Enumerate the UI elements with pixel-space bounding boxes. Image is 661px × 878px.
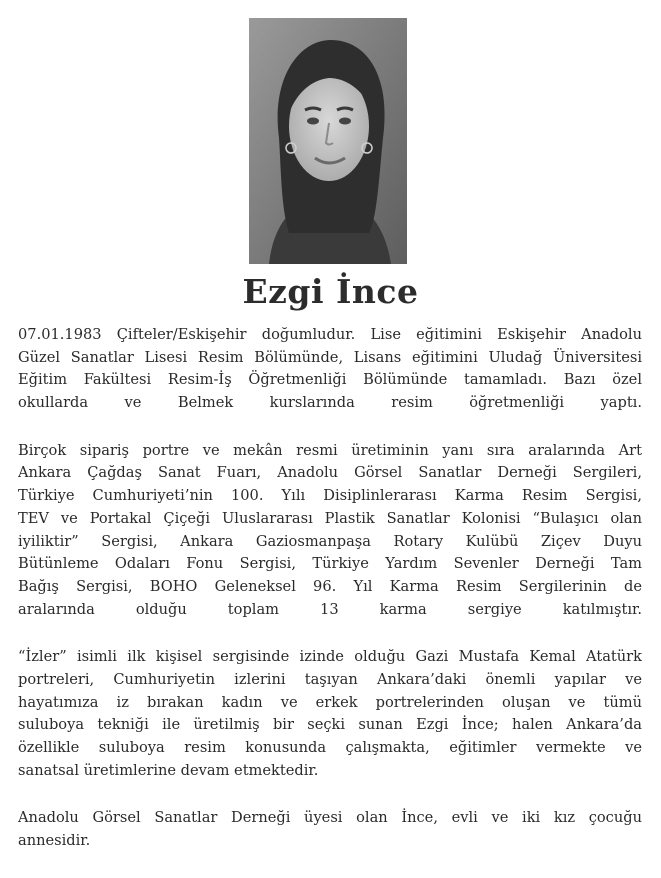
bio-line: Güzel Sanatlar Lisesi Resim Bölümünde, Lisans eğitimini Uludağ Üniversitesi bbox=[18, 348, 642, 366]
bio-line: Eğitim Fakültesi Resim-İş Öğretmenliği Bölümünde tamamladı. Bazı özel bbox=[18, 371, 642, 389]
person-name: Ezgi İnce bbox=[242, 272, 419, 311]
bio-line: suluboya tekniği ile üretilmiş bir seçki sunan Ezgi İnce; halen Ankara’da bbox=[18, 716, 642, 734]
bio-line: 07.01.1983 Çifteler/Eskişehir doğumludur. Lise eğitimini Eskişehir Anadolu bbox=[18, 326, 642, 343]
bio-line: portreleri, Cumhuriyetin izlerini taşıyan Ankara’daki önemli yapılar ve bbox=[18, 670, 642, 688]
bio-line: okullarda ve Belmek kurslarında resim öğretmenliği yaptı. bbox=[18, 394, 642, 412]
bio-paragraph-1 bbox=[18, 324, 642, 415]
portrait-photo bbox=[249, 18, 407, 264]
bio-paragraph-4 bbox=[18, 807, 642, 852]
bio-line: Bütünleme Odaları Fonu Sergisi, Türkiye Yardım Sevenler Derneği Tam bbox=[18, 555, 642, 573]
bio-line: Ankara Çağdaş Sanat Fuarı, Anadolu Görsel Sanatlar Derneği Sergileri, bbox=[18, 464, 642, 482]
bio-line: Birçok sipariş portre ve mekân resmi üretiminin yanı sıra aralarında Art bbox=[18, 441, 642, 459]
bio-line: Anadolu Görsel Sanatlar Derneği üyesi olan İnce, evli ve iki kız çocuğu bbox=[18, 809, 642, 827]
bio-paragraph-2 bbox=[18, 440, 642, 622]
bio-line: “İzler” isimli ilk kişisel sergisinde izinde olduğu Gazi Mustafa Kemal Atatürk bbox=[18, 648, 642, 666]
bio-line: Türkiye Cumhuriyeti’nin 100. Yılı Disiplinlerarası Karma Resim Sergisi, bbox=[18, 487, 642, 505]
bio-line: TEV ve Portakal Çiçeği Uluslararası Plastik Sanatlar Kolonisi “Bulaşıcı olan bbox=[18, 509, 642, 527]
biography bbox=[18, 324, 642, 878]
bio-line: sanatsal üretimlerine devam etmektedir. bbox=[18, 761, 319, 779]
bio-line: hayatımıza iz bırakan kadın ve erkek portrelerinden oluşan ve tümü bbox=[18, 693, 642, 711]
bio-line: Bağış Sergisi, BOHO Geleneksel 96. Yıl Karma Resim Sergilerinin de bbox=[18, 577, 642, 595]
bio-line: aralarında olduğu toplam 13 karma sergiye katılmıştır. bbox=[18, 600, 642, 618]
bio-line: annesidir. bbox=[18, 832, 91, 850]
bio-line: iyiliktir” Sergisi, Ankara Gaziosmanpaşa Rotary Kulübü Ziçev Duyu bbox=[18, 532, 642, 550]
bio-line: özellikle suluboya resim konusunda çalışmakta, eğitimler vermekte ve bbox=[18, 739, 642, 756]
bio-paragraph-3 bbox=[18, 646, 642, 782]
